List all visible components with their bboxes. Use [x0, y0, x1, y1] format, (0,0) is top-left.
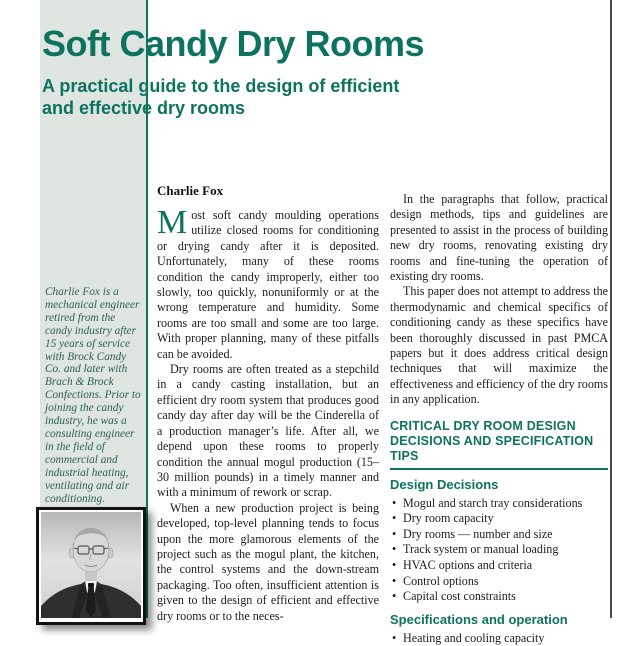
bullet-item: • Dry room capacity: [390, 511, 608, 527]
portrait-illustration: [41, 512, 141, 618]
bullet-item: • Heating and cooling capacity: [390, 631, 608, 646]
bullet-item: • Dry rooms — number and size: [390, 527, 608, 543]
subheading-specifications-operation: Specifications and operation: [390, 611, 568, 627]
column-left: [157, 183, 379, 624]
subtitle-line-2: and effective dry rooms: [42, 98, 246, 118]
section-heading-line-2: DECISIONS AND SPECIFICATION TIPS: [390, 433, 594, 463]
body-paragraph-3: When a new production project is being developed, top-level planning tends to focus upon the more glamorous elements of the project such as the mogul plant, the kitchen, the control systems and the down-stream packaging. Too often, insufficient attention is given to the design of efficient and effective dry rooms or to the neces-: [157, 500, 379, 623]
author-bio: Charlie Fox is a mechanical engineer retired from the candy industry after 15 years of service with Brock Candy Co. and later with Brach & Brock Confections. Prior to joining the candy industry, he was a consulting engineer in the field of commercial and industrial heating, ventilating and air conditioning.: [45, 286, 141, 505]
drop-cap: M: [157, 204, 188, 241]
subtitle-line-1: A practical guide to the design of efficient: [42, 76, 400, 96]
body-paragraph-4: In the paragraphs that follow, practical design methods, tips and guidelines are presented to assist in the process of building new dry rooms, renovating existing dry rooms and fine-tuning the operation of existing dry rooms.: [390, 192, 608, 284]
body-paragraph-5: This paper does not attempt to address the thermodynamic and chemical specifics of conditioning candy as these specifics have been thoroughly discussed in past PMCA papers but it does address critical design techniques that will maximize the effectiveness and efficiency of the dry rooms in any application.: [390, 284, 608, 407]
column-right: [390, 192, 608, 646]
page-edge-line: [610, 0, 612, 618]
subheading-design-decisions: Design Decisions: [390, 476, 499, 492]
article-title: Soft Candy Dry Rooms: [42, 23, 425, 64]
section-heading-line-1: CRITICAL DRY ROOM DESIGN: [390, 418, 576, 433]
article-subtitle: [42, 75, 582, 119]
bullet-item: • Mogul and starch tray considerations: [390, 496, 608, 512]
body-paragraph-2: Dry rooms are often treated as a stepchild in a candy casting installation, but an efficient dry room system that produces good candy day after day will be the Cinderella of a production manager’s life. After all, we depend upon these rooms to properly condition the annual mogul production (15–30 million pounds) in a timely manner and with a minimum of rework or scrap.: [157, 362, 379, 500]
specifications-list: [390, 631, 608, 646]
author-photo: [36, 507, 146, 625]
bullet-item: • Track system or manual loading: [390, 542, 608, 558]
bullet-item: • Capital cost constraints: [390, 589, 608, 605]
bullet-item: • Control options: [390, 574, 608, 590]
masthead: [42, 23, 582, 119]
section-heading: [390, 419, 608, 470]
author-name: Charlie Fox: [157, 183, 224, 198]
paragraph-text: ost soft candy moulding operations utilize closed rooms for conditioning or drying candy after it is deposited. Unfortunately, many of these rooms condition the candy improperly, either too slowly, too quickly, nonuniformly or at the wrong temperature and humidity. Some rooms are too small and some are too large. With proper planning, many of these pitfalls can be avoided.: [157, 208, 379, 361]
body-paragraph-1: [157, 204, 379, 362]
bullet-item: • HVAC options and criteria: [390, 558, 608, 574]
design-decisions-list: [390, 496, 608, 605]
